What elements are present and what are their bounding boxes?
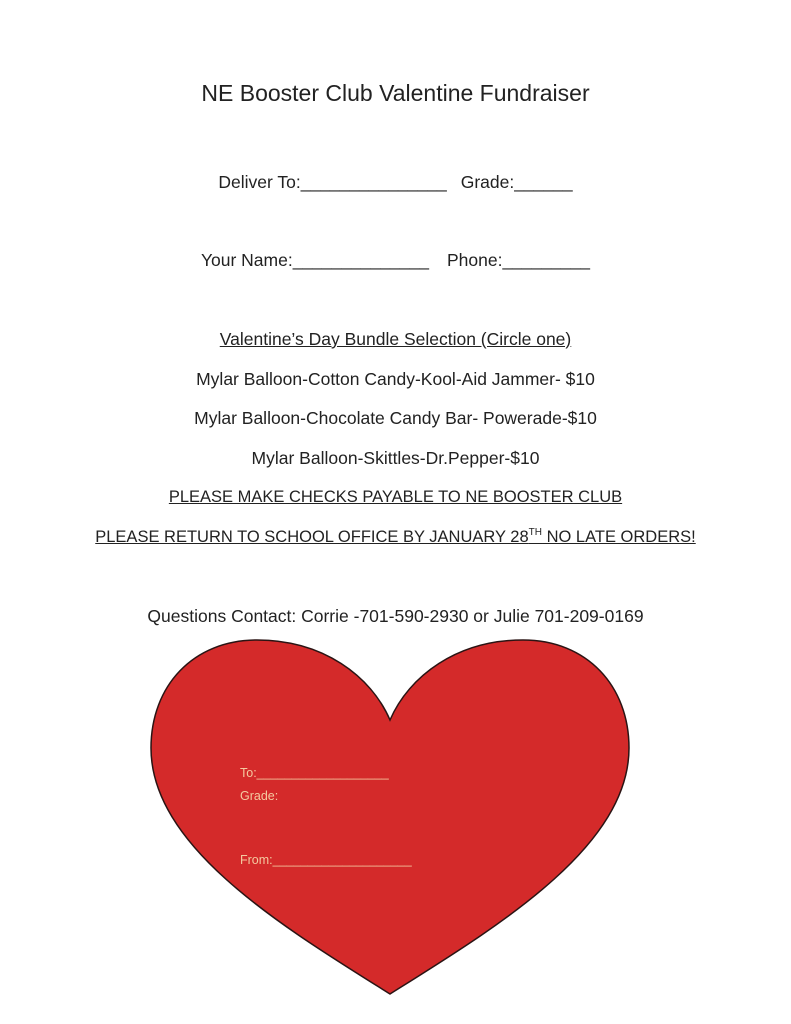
- checks-payable-notice: PLEASE MAKE CHECKS PAYABLE TO NE BOOSTER CLUB: [168, 488, 623, 506]
- your-name-field[interactable]: Your Name:______________: [200, 250, 429, 270]
- grade-field[interactable]: Grade:______: [460, 172, 573, 192]
- bundle-selection-heading: Valentine’s Day Bundle Selection (Circle one): [219, 329, 572, 349]
- heart-to-field[interactable]: To:___________________: [240, 766, 389, 780]
- bundle-option-1[interactable]: Mylar Balloon-Cotton Candy-Kool-Aid Jammer- $10: [196, 369, 595, 389]
- heart-from-field[interactable]: From:____________________: [240, 853, 412, 867]
- phone-field[interactable]: Phone:_________: [446, 250, 591, 270]
- deliver-to-field[interactable]: Deliver To:_______________: [218, 172, 447, 192]
- no-late-orders-text: NO LATE ORDERS!: [542, 528, 696, 546]
- page-title: NE Booster Club Valentine Fundraiser: [201, 80, 590, 106]
- bundle-option-2[interactable]: Mylar Balloon-Chocolate Candy Bar- Powerade-$10: [194, 408, 597, 428]
- contact-info: Questions Contact: Corrie -701-590-2930 or Julie 701-209-0169: [147, 606, 644, 626]
- deliver-grade-row: [0, 172, 791, 193]
- name-phone-row: [0, 250, 791, 271]
- heart-shape: [145, 636, 635, 998]
- heart-gift-tag: [145, 636, 635, 998]
- heart-grade-field[interactable]: Grade:: [240, 789, 279, 803]
- return-deadline-text: PLEASE RETURN TO SCHOOL OFFICE BY JANUARY 28: [95, 528, 529, 546]
- ordinal-suffix: TH: [528, 527, 543, 538]
- bundle-option-3[interactable]: Mylar Balloon-Skittles-Dr.Pepper-$10: [251, 448, 540, 468]
- return-deadline-notice: [0, 527, 791, 547]
